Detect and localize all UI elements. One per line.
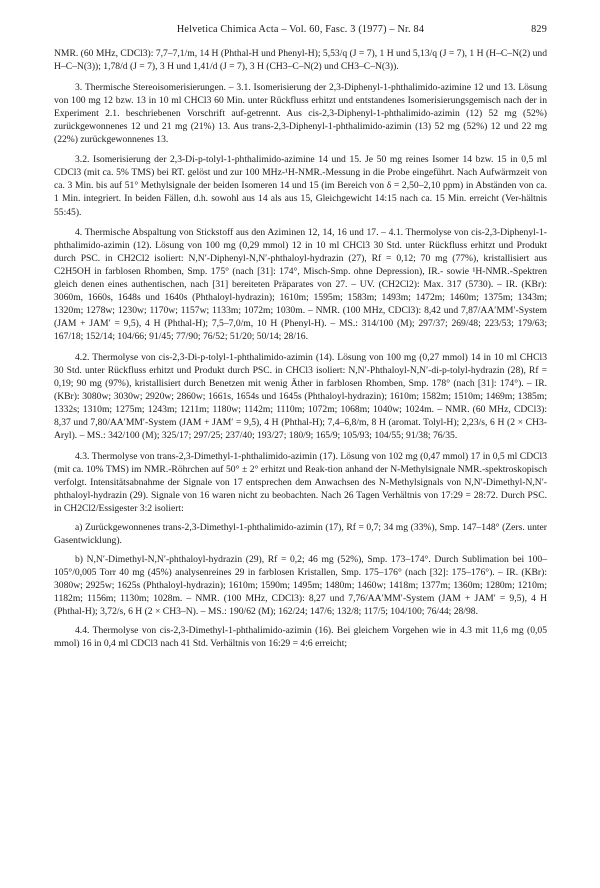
section-3-paragraph: 3. Thermische Stereoisomerisierungen. – 3.1. Isomerisierung der 2,3-Diphenyl-1-phthalimido-azimine 12 und 13. Lösung von 100 mg 12 bzw. 13 in 10 ml CHCl3 60 Min. unter Rückfluss erhitzt und entstandenes Isomerisierungsgemisch nach der in Experiment 2.1. beschriebenen Vorschrift auf-getrennt. Aus cis-2,3-Diphenyl-1-phthalimido-azimin (12) 52 mg (52%) zurückgewonnenes 12 und 21 mg (21%) 13. Aus trans-2,3-Diphenyl-1-phthalimido-azimin (13) 52 mg (52%) 12 und 22 mg (22%) zurückgewonnenes 13.: [54, 81, 547, 145]
article-body: [54, 47, 547, 650]
page-number: 829: [531, 24, 547, 35]
section-4-3-paragraph: 4.3. Thermolyse von trans-2,3-Dimethyl-1-phthalimido-azimin (17). Lösung von 102 mg (0,47 mmol) 17 in 0,5 ml CDCl3 (mit ca. 10% TMS) im NMR.-Röhrchen auf 50° ± 2° erhitzt und Reak-tion anhand der N-Methylsignale NMR.-spektroskopisch verfolgt. Intensitätsabnahme der Signale von 17 entsprechen dem Anwachsen des N-Methylsignals von N,N′-Dimethyl-N,N′-phthaloyl-hydrazin (29). Signale von 16 waren nicht zu beobachten. Nach 26 Tagen Verhältnis von 17:29 = 28:72. Durch PSC. in CH2Cl2/Essigester 3:2 isoliert:: [54, 450, 547, 514]
section-4-paragraph: 4. Thermische Abspaltung von Stickstoff aus den Aziminen 12, 14, 16 und 17. – 4.1. Thermolyse von cis-2,3-Diphenyl-1-phthalimido-azimin (12). Lösung von 100 mg (0,29 mmol) 12 in 10 ml CHCl3 30 Std. unter Rückfluss erhitzt und Produkt durch PSC. in CH2Cl2 isoliert: N,N′-Diphenyl-N,N′-phthaloyl-hydrazin (27), Rf = 0,12; 70 mg (77%), kristallisiert aus C2H5OH in farblosen Rhomben, Smp. 175° (nach [31]: 174°, Misch-Smp. ohne Depression), IR.- sowie ¹H-NMR.-Spektren gleich denen eines authentischen, nach [31] bereiteten Präparates von 27. – UV. (CH2Cl2): Max. 317 (5730). – IR. (KBr): 3060m, 1660s, 1648s und 1640s (Phthaloyl-hydrazin); 1610m; 1595m; 1583m; 1493m; 1472m; 1460m; 1375m; 1343m; 1320m; 1278w; 1230w; 1170w; 1157w; 1133m; 1072m; 1030m. – NMR. (100 MHz, CDCl3): 8,42 und 7,87/AA′MM′-System (JAM + JAM′ = 9,5), 4 H (Phthal-H); 7,5–7,0/m, 10 H (Phenyl-H). – MS.: 314/100 (M); 297/37; 269/48; 223/53; 179/63; 167/18; 152/14; 104/66; 91/45; 77/90; 76/52; 51/20; 50/14; 28/16.: [54, 227, 547, 343]
section-4-4-paragraph: 4.4. Thermolyse von cis-2,3-Dimethyl-1-phthalimido-azimin (16). Bei gleichem Vorgehen wie in 4.3 mit 11,6 mg (0,05 mmol) 16 in 0,4 ml CDCl3 nach 41 Std. Verhältnis von 16:29 = 4:6 erreicht;: [54, 625, 547, 650]
journal-title: Helvetica Chimica Acta – Vol. 60, Fasc. 3 (1977) – Nr. 84: [176, 24, 425, 35]
section-3-2-paragraph: 3.2. Isomerisierung der 2,3-Di-p-tolyl-1-phthalimido-azimine 14 und 15. Je 50 mg reines Isomer 14 bzw. 15 in 0,5 ml CDCl3 (mit ca. 5% TMS) bei RT. gelöst und zur 100 MHz-¹H-NMR.-Messung in die Probe eingeführt. Nach Aufwärmzeit von ca. 3 Min. bis auf 51° Methylsignale der beiden Isomeren 14 und 15 (im Bereich von δ = 2,50–2,10 ppm) in Abständen von ca. 1 Min. integriert. In beiden Fällen, d.h. sowohl aus 14 als aus 15, Gleichgewicht 14:15 nach ca. 15 Min. erreicht (Ver-hältnis 55:45).: [54, 154, 547, 218]
running-header: [54, 24, 547, 40]
section-4-3-item-b: b) N,N′-Dimethyl-N,N′-phthaloyl-hydrazin (29), Rf = 0,2; 46 mg (52%), Smp. 173–174°. Durch Sublimation bei 100–105°/0,005 Torr 40 mg (45%) analysenreines 29 in farblosen Kristallen, Smp. 175–176° (nach [32]: 175–176°). – IR. (KBr): 3080w; 2925w; 1625s (Phthaloyl-hydrazin); 1610m; 1590m; 1495m; 1480m; 1460w; 1418m; 1377m; 1360m; 1280m; 1210m; 1182m; 1156m; 1130m; 1028m. – NMR. (100 MHz, CDCl3): 8,27 und 7,76/AA′MM′-System (JAM + JAM′ = 9,5), 4 H (Phthal-H); 3,72/s, 6 H (2 × CH3–N). – MS.: 190/62 (M); 162/24; 147/6; 132/8; 117/5; 104/100; 76/44; 28/98.: [54, 554, 547, 618]
section-4-2-paragraph: 4.2. Thermolyse von cis-2,3-Di-p-tolyl-1-phthalimido-azimin (14). Lösung von 100 mg (0,27 mmol) 14 in 10 ml CHCl3 30 Std. unter Rückfluss erhitzt und Produkt durch PSC. in CHCl3 isoliert: N,N′-Phthaloyl-N,N′-di-p-tolyl-hydrazin (28), Rf = 0,19; 90 mg (97%), kristallisiert durch Benetzen mit wenig Äther in farblosen Rhomben, Smp. 178° (nach [31]: 174°). – IR. (KBr): 3080w; 3030w; 2920w; 2860w; 1661s, 1654s und 1645s (Phthaloyl-hydrazin); 1610m; 1582m; 1510m; 1469m; 1385m; 1332s; 1310m; 1275m; 1243m; 1211m; 1180w; 1142m; 1110m; 1072m; 1068m; 1040w; 1024m. – NMR. (60 MHz, CDCl3): 8,37 und 7,80/AA′MM′-System (JAM + JAM′ = 9,5), 4 H (Phthal-H); 7,4–6,8/m, 8 H (aromat. Tolyl-H); 2,23/s, 6 H (2 × CH3-Aryl). – MS.: 342/100 (M); 325/17; 297/25; 237/40; 193/27; 180/9; 165/9; 105/93; 104/55; 91/38; 76/35.: [54, 351, 547, 442]
section-4-3-item-a: a) Zurückgewonnenes trans-2,3-Dimethyl-1-phthalimido-azimin (17), Rf = 0,7; 34 mg (33%), Smp. 147–148° (Zers. unter Gasentwicklung).: [54, 522, 547, 547]
nmr-paragraph: NMR. (60 MHz, CDCl3): 7,7–7,1/m, 14 H (Phthal-H und Phenyl-H); 5,53/q (J = 7), 1 H und 5,13/q (J = 7), 1 H (H–C–N(2) und H–C–N(3)); 1,78/d (J = 7), 3 H und 1,41/d (J = 7), 3 H (CH3–C–N(2) und CH3–C–N(3)).: [54, 48, 547, 73]
